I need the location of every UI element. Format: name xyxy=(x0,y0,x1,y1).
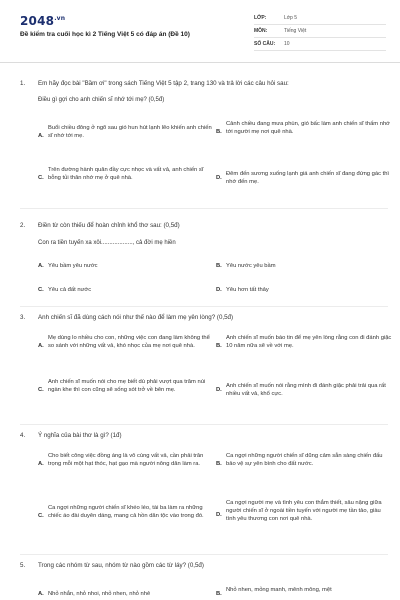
option-text: Nhỏ nhen, mỏng manh, mênh mông, mệt xyxy=(226,587,332,593)
option-d[interactable] xyxy=(216,286,394,296)
question-prompt: Con ra tiền tuyến xa xôi..................., cả đời mẹ hiền xyxy=(38,240,176,246)
option-text: Anh chiến sĩ muốn báo tin để mẹ yên lòng rằng con đi đánh giặc 10 năm nữa sẽ về với mẹ. xyxy=(226,335,392,349)
question-text: Điền từ còn thiếu để hoàn chỉnh khổ thơ sau: (0,5đ) xyxy=(38,222,180,229)
option-text: Yêu nước yêu bầm xyxy=(226,263,276,269)
option-b[interactable] xyxy=(216,262,394,272)
question-text: Ý nghĩa của bài thơ là gì? (1đ) xyxy=(38,432,122,439)
site-logo[interactable] xyxy=(20,14,65,28)
option-text: Cảnh chiều đang mưa phùn, gió bấc làm anh chiến sĩ thấm nhớ tới người mẹ nơi quê nhà. xyxy=(226,121,390,135)
question-1 xyxy=(20,80,388,190)
option-text: Đêm đến sương xuống lạnh giá anh chiến sĩ đang đứng gác thì nhớ đến mẹ. xyxy=(226,171,390,185)
option-letter: D. xyxy=(216,287,222,293)
question-divider xyxy=(20,208,388,209)
meta-row-count xyxy=(254,38,386,51)
option-letter: A. xyxy=(38,343,44,349)
option-d[interactable] xyxy=(216,382,394,400)
option-letter: B. xyxy=(216,343,222,349)
question-text: Anh chiến sĩ đã dùng cách nói như thế nào để làm mẹ yên lòng? (0,5đ) xyxy=(38,314,234,321)
option-b[interactable] xyxy=(216,120,394,148)
option-text: Nhỏ nhắn, nhỏ nhoi, nhỏ nhen, nhỏ nhẻ xyxy=(48,591,151,597)
option-text: Yêu bầm yêu nước xyxy=(48,263,98,269)
option-letter: D. xyxy=(216,175,222,181)
option-c[interactable] xyxy=(38,286,216,296)
option-text: Mẹ dùng lo nhiều cho con, những việc con đang làm không thể so sánh với những vất vả, khó nhọc của mẹ nơi quê nhà. xyxy=(48,335,210,349)
header-divider xyxy=(0,62,400,63)
meta-value: Lớp 5 xyxy=(284,15,298,21)
option-a[interactable] xyxy=(38,262,216,272)
question-2 xyxy=(20,222,388,302)
option-text: Yêu hơn tất thảy xyxy=(226,287,269,293)
option-letter: C. xyxy=(38,287,44,293)
option-letter: B. xyxy=(216,129,222,135)
question-number: 1. xyxy=(20,80,26,87)
question-4 xyxy=(20,432,388,552)
option-letter: B. xyxy=(216,263,222,269)
question-divider xyxy=(20,554,388,555)
brand-name: 2048 xyxy=(20,14,55,28)
question-divider xyxy=(20,424,388,425)
meta-label: SỐ CÂU: xyxy=(254,41,276,47)
option-letter: B. xyxy=(216,591,222,597)
option-text: Ca ngợi những người chiến sĩ dũng cảm sẵn sàng chiến đấu bảo vệ sự yên bình cho đất nước. xyxy=(226,453,383,467)
option-text: Yêu cả đất nước xyxy=(48,287,92,293)
question-divider xyxy=(20,306,388,307)
option-letter: D. xyxy=(216,512,222,518)
meta-row-class xyxy=(254,12,386,25)
option-letter: A. xyxy=(38,133,44,139)
option-b[interactable] xyxy=(216,586,394,600)
option-b[interactable] xyxy=(216,334,394,360)
option-text: Anh chiến sĩ muốn nói rằng mình đi đánh giặc phải trải qua rất nhiều vất vả, khổ cực. xyxy=(226,383,386,397)
question-number: 3. xyxy=(20,314,26,321)
brand-suffix: .vn xyxy=(54,15,66,22)
option-letter: A. xyxy=(38,263,44,269)
option-text: Buổi chiều đông ở ngõ sau gió hun hút lạnh lẽo khiến anh chiến sĩ nhớ tới mẹ. xyxy=(48,125,212,139)
question-5 xyxy=(20,562,388,600)
option-a[interactable] xyxy=(38,452,216,478)
option-letter: C. xyxy=(38,513,44,519)
meta-row-subject xyxy=(254,25,386,38)
option-text: Trên đường hành quân đầy cực nhọc và vất vả, anh chiến sĩ bỗng tủi thân nhớ mẹ ở quê nhà. xyxy=(48,167,204,181)
question-text: Trong các nhóm từ sau, nhóm từ nào gồm các từ láy? (0,5đ) xyxy=(38,562,204,569)
option-letter: A. xyxy=(38,591,44,597)
option-letter: C. xyxy=(38,175,44,181)
question-prompt: Điều gì gợi cho anh chiến sĩ nhớ tới mẹ? (0,5đ) xyxy=(38,97,165,103)
exam-meta xyxy=(254,12,386,51)
option-a[interactable] xyxy=(38,590,216,600)
question-number: 5. xyxy=(20,562,26,569)
option-text: Cho biết công việc đồng áng là vô cùng vất vả, cần phải trân trọng mỗi một hạt thóc, hạt gạo mà người nông dân làm ra. xyxy=(48,453,204,467)
option-text: Ca ngợi những người chiến sĩ khéo léo, tài ba làm ra những chiếc áo đài duyên dáng, mang cả hồn dân tộc vào trong đó. xyxy=(48,505,204,519)
option-c[interactable] xyxy=(38,378,216,404)
option-d[interactable] xyxy=(216,170,394,190)
meta-value: 10 xyxy=(284,41,290,47)
option-d[interactable] xyxy=(216,499,394,533)
option-c[interactable] xyxy=(38,166,216,192)
option-a[interactable] xyxy=(38,334,216,360)
option-c[interactable] xyxy=(38,504,216,530)
meta-label: LỚP: xyxy=(254,15,267,21)
meta-label: MÔN: xyxy=(254,28,268,34)
meta-value: Tiếng Việt xyxy=(284,28,307,34)
exam-title: Đề kiểm tra cuối học kì 2 Tiếng Việt 5 có đáp án (Đề 10) xyxy=(20,31,190,38)
option-b[interactable] xyxy=(216,452,394,478)
option-letter: A. xyxy=(38,461,44,467)
question-number: 2. xyxy=(20,222,26,229)
option-letter: C. xyxy=(38,387,44,393)
question-3 xyxy=(20,314,392,424)
option-text: Anh chiến sĩ muốn nói cho mẹ biết dù phải vượt qua trăm núi ngàn khe thì con cũng sẽ sống sót trở về bên mẹ. xyxy=(48,379,206,393)
option-text: Ca ngợi người mẹ và tình yêu con thắm thiết, sâu nặng giữa người chiến sĩ ở ngoài tiền tuyến với người mẹ tần tảo, giàu tình yêu thương con nơi quê nhà. xyxy=(226,500,382,522)
option-a[interactable] xyxy=(38,124,216,150)
question-number: 4. xyxy=(20,432,26,439)
option-letter: D. xyxy=(216,387,222,393)
option-letter: B. xyxy=(216,461,222,467)
question-text: Em hãy đọc bài "Bầm ơi" trong sách Tiếng Việt 5 tập 2, trang 130 và trả lời các câu hỏi sau: xyxy=(38,80,289,87)
